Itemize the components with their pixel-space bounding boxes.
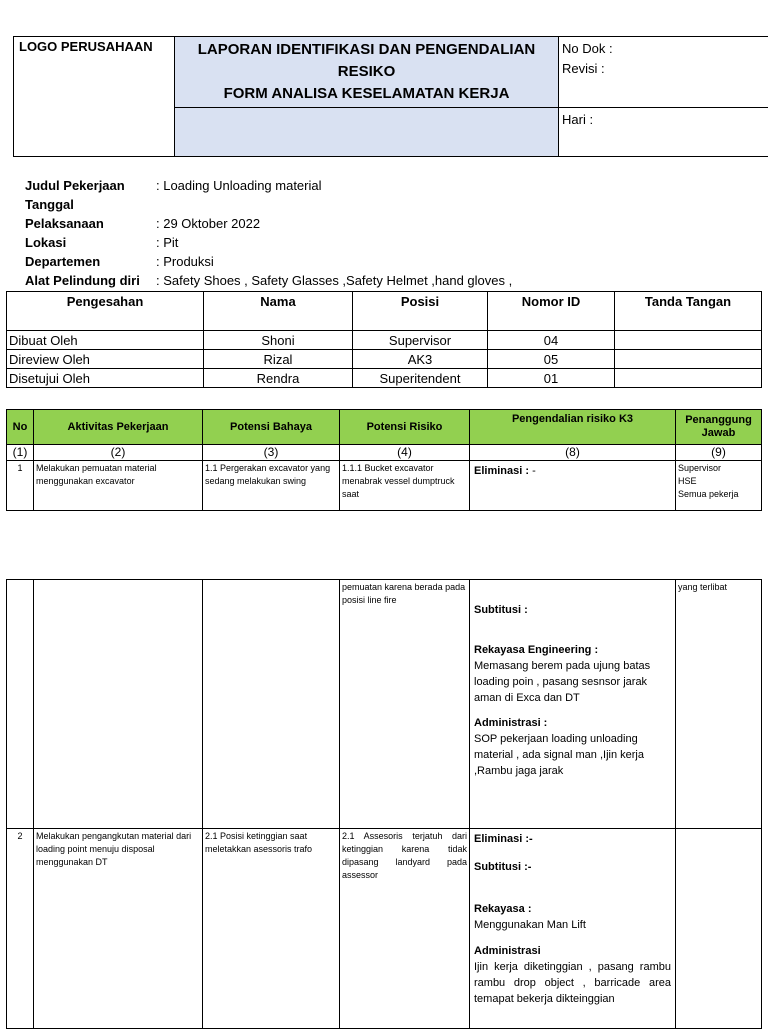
risk-header: Pengendalian risiko K3: [470, 410, 676, 445]
signature-cell: [615, 331, 762, 350]
activity-cell: Melakukan pemuatan material menggunakan excavator: [34, 461, 203, 511]
info-row: Judul Pekerjaan : Loading Unloading material: [25, 176, 512, 195]
table-row: [7, 461, 762, 511]
title-blank-cell: [175, 108, 559, 157]
revisi-label: Revisi :: [562, 59, 767, 79]
info-row: Alat Pelindung diri : Safety Shoes , Safety Glasses ,Safety Helmet ,hand gloves ,: [25, 271, 512, 290]
elimination-label: Eliminasi :-: [474, 831, 671, 847]
table-row: [7, 829, 762, 1029]
risk-table-page2: [6, 579, 762, 1029]
risk-header-row: [7, 410, 762, 445]
hari-label: Hari :: [562, 110, 767, 130]
risk-cell: 1.1.1 Bucket excavator menabrak vessel dumptruck saat: [340, 461, 470, 511]
document-title: [175, 37, 559, 108]
info-row: Departemen : Produksi: [25, 252, 512, 271]
risk-table-page1: [6, 409, 762, 511]
column-number-row: (1) (2) (3) (4) (8) (9): [7, 445, 762, 461]
approval-header: Nomor ID: [488, 292, 615, 331]
approval-header: Tanda Tangan: [615, 292, 762, 331]
row-number: 2: [7, 829, 34, 1029]
doc-info-cell: [559, 37, 768, 108]
title-line-3: FORM ANALISA KESELAMATAN KERJA: [175, 83, 558, 105]
approval-table: [6, 291, 762, 388]
risk-header: Aktivitas Pekerjaan: [34, 410, 203, 445]
engineering-label: Rekayasa :: [474, 901, 671, 917]
administration-value: Ijin kerja diketinggian , pasang rambu rambu drop object , barricade area temapat bekerja dikteinggian: [474, 959, 671, 1007]
risk-header: Potensi Bahaya: [203, 410, 340, 445]
document-header: [13, 36, 768, 157]
company-logo-placeholder: LOGO PERUSAHAAN: [14, 37, 175, 157]
risk-header: Penanggung Jawab: [676, 410, 762, 445]
approval-header-row: [7, 292, 762, 331]
info-row: Tanggal Pelaksanaan : 29 Oktober 2022: [25, 195, 512, 233]
administration-value: SOP pekerjaan loading unloading material , ada signal man ,Ijin kerja ,Rambu jaga jarak: [474, 731, 671, 779]
substitution-label: Subtitusi :-: [474, 859, 671, 875]
control-cell: [470, 829, 676, 1029]
approval-row: Direview Oleh Rizal AK3 05: [7, 350, 762, 369]
approval-row: Disetujui Oleh Rendra Superitendent 01: [7, 369, 762, 388]
activity-cell: Melakukan pengangkutan material dari loading point menuju disposal menggunakan DT: [34, 829, 203, 1029]
info-row: Lokasi : Pit: [25, 233, 512, 252]
control-cell: [470, 461, 676, 511]
administration-label: Administrasi :: [474, 715, 671, 731]
elimination-value: -: [529, 465, 536, 477]
hari-cell: [559, 108, 768, 157]
no-dok-label: No Dok :: [562, 39, 767, 59]
job-info: [25, 176, 512, 290]
signature-cell: [615, 350, 762, 369]
hazard-cell: 2.1 Posisi ketinggian saat meletakkan asessoris trafo: [203, 829, 340, 1029]
responsible-cell: [676, 829, 762, 1029]
elimination-label: Eliminasi :: [474, 465, 529, 477]
risk-cell: pemuatan karena berada pada posisi line fire: [340, 580, 470, 829]
responsible-cell: Supervisor HSE Semua pekerja: [676, 461, 762, 511]
substitution-label: Subtitusi :: [474, 602, 671, 618]
approval-row: Dibuat Oleh Shoni Supervisor 04: [7, 331, 762, 350]
approval-header: Nama: [204, 292, 353, 331]
approval-header: Pengesahan: [7, 292, 204, 331]
control-cell: [470, 580, 676, 829]
responsible-cell: yang terlibat: [676, 580, 762, 829]
engineering-label: Rekayasa Engineering :: [474, 642, 671, 658]
title-line-2: RESIKO: [175, 61, 558, 83]
administration-label: Administrasi: [474, 943, 671, 959]
title-line-1: LAPORAN IDENTIFIKASI DAN PENGENDALIAN: [175, 39, 558, 61]
risk-cell: 2.1 Assesoris terjatuh dari ketinggian karena tidak dipasang landyard pada assessor: [340, 829, 470, 1029]
hazard-cell: 1.1 Pergerakan excavator yang sedang melakukan swing: [203, 461, 340, 511]
row-number: 1: [7, 461, 34, 511]
signature-cell: [615, 369, 762, 388]
risk-header: No: [7, 410, 34, 445]
risk-header: Potensi Risiko: [340, 410, 470, 445]
engineering-value: Memasang berem pada ujung batas loading poin , pasang sesnsor jarak aman di Exca dan DT: [474, 658, 671, 706]
engineering-value: Menggunakan Man Lift: [474, 917, 671, 933]
approval-header: Posisi: [353, 292, 488, 331]
table-row: [7, 580, 762, 829]
